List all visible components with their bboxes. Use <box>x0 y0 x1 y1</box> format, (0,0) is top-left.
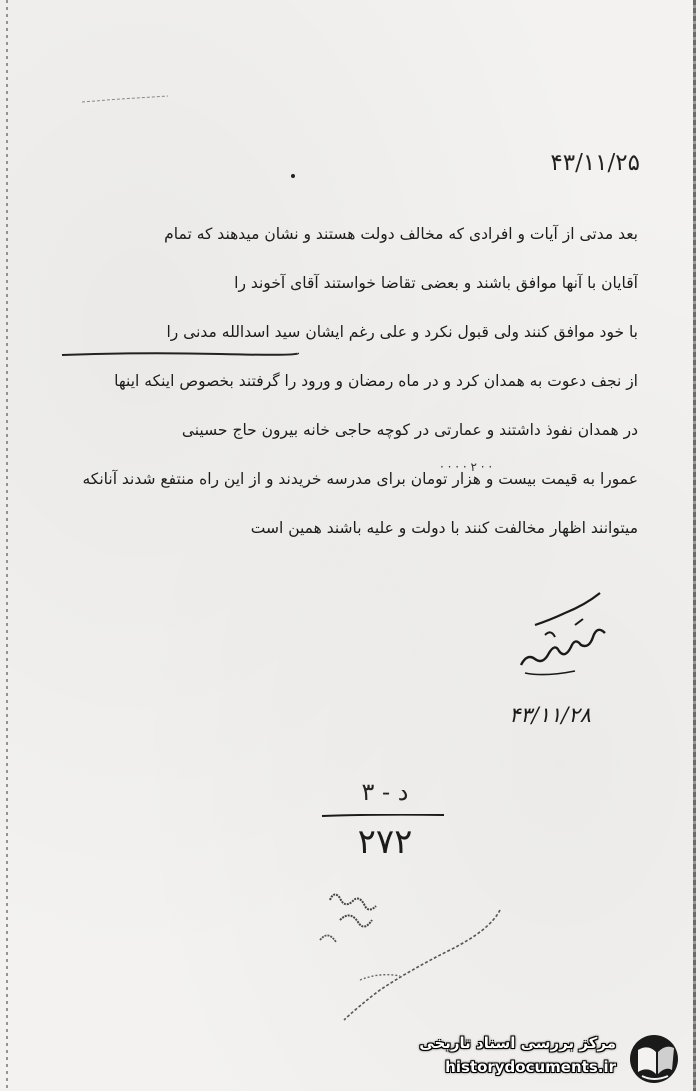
archive-book-logo-icon <box>624 1032 684 1086</box>
reference-number: ۲۷۲ <box>357 822 413 862</box>
archive-watermark <box>410 1030 690 1086</box>
handwritten-underline <box>60 351 300 357</box>
signature-date: ۴۳/۱۱/۲۸ <box>509 703 591 727</box>
scan-left-edge <box>6 0 8 1091</box>
letter-line: در همدان نفوذ داشتند و عمارتی در کوچه حاجی خانه بیرون حاج حسینی <box>181 421 638 439</box>
reference-divider <box>320 814 446 817</box>
letter-body <box>58 210 638 553</box>
handwritten-signature <box>505 585 615 695</box>
document-date: ۴۳/۱۱/۲۵ <box>550 150 640 176</box>
reference-code: د - ۳ <box>361 778 409 806</box>
letter-line: عمورا به قیمت بیست و هزار تومان برای مدرسه خریدند و از این راه منتفع شدند آنانکه <box>82 470 638 488</box>
scan-right-edge <box>693 0 696 1091</box>
ellipsis-marks: · · · · ۲ · · <box>440 460 493 474</box>
letter-line: با خود موافق کنند ولی قبول نکرد و علی رغم ایشان سید اسدالله مدنی را <box>166 323 638 341</box>
ink-dot <box>291 174 295 178</box>
letter-line: آقایان با آنها موافق باشند و بعضی تقاضا خواستند آقای آخوند را <box>234 274 638 292</box>
letter-line: از نجف دعوت به همدان کرد و در ماه رمضان و ورود را گرفتند بخصوص اینکه اینها <box>114 372 638 390</box>
letter-line: بعد مدتی از آیات و افرادی که مخالف دولت هستند و نشان میدهند که تمام <box>164 225 638 243</box>
scan-mark <box>80 90 170 110</box>
watermark-url: historydocuments.ir <box>445 1058 616 1076</box>
archive-handwritten-mark <box>300 880 540 1040</box>
letter-line: میتوانند اظهار مخالفت کنند با دولت و علیه باشند همین است <box>250 519 638 537</box>
watermark-title: مرکز بررسی اسناد تاریخی <box>419 1034 616 1052</box>
